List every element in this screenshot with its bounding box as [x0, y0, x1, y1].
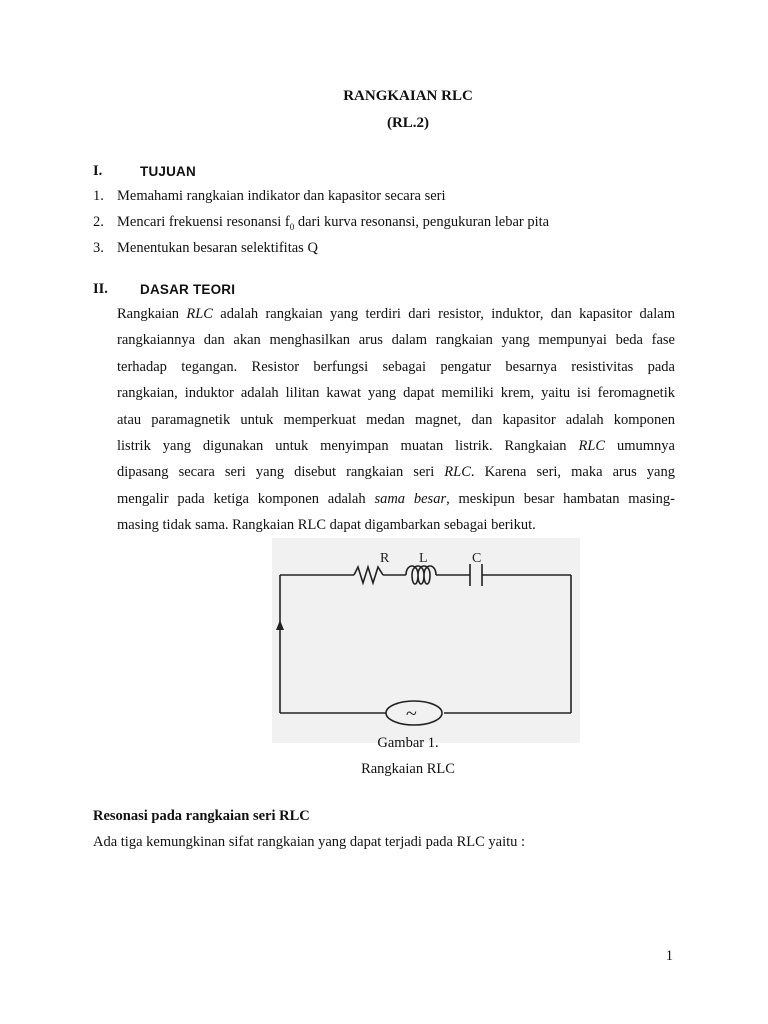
label-l: L [419, 551, 428, 566]
section-1-heading: TUJUAN [140, 164, 196, 179]
rlc-circuit-diagram [272, 538, 580, 743]
paragraph-line: rangkaiannya dan akan menghasilkan arus dalam rangkaian yang mempunyai beda fase [117, 332, 675, 349]
paragraph-line: dipasang secara seri yang disebut rangkaian seri RLC. Karena seri, maka arus yang [117, 464, 675, 481]
list-item [93, 240, 104, 257]
resistor-symbol [354, 567, 383, 583]
resonance-text: Ada tiga kemungkinan sifat rangkaian yang dapat terjadi pada RLC yaitu : [93, 834, 526, 850]
paragraph-line: atau paramagnetik untuk memperkuat medan magnet, dan kapasitor adalah komponen [117, 411, 675, 428]
list-item [93, 214, 104, 231]
document-title: RANGKAIAN RLC [343, 88, 473, 104]
paragraph-line: Rangkaian RLC adalah rangkaian yang terdiri dari resistor, induktor, dan kapasitor dalam [117, 306, 675, 322]
paragraph-line: masing tidak sama. Rangkaian RLC dapat digambarkan sebagai berikut. [117, 517, 536, 534]
section-1-number: I. [93, 163, 103, 179]
current-arrow-icon [276, 620, 284, 630]
section-2-number: II. [93, 281, 108, 297]
label-r: R [380, 551, 390, 566]
rlc-circuit-figure [272, 538, 580, 743]
list-item-number: 1. [93, 188, 104, 204]
list-item-text: Menentukan besaran selektifitas Q [117, 240, 318, 256]
theory-paragraph [117, 301, 675, 539]
paragraph-line: mengalir pada ketiga komponen adalah sama besar, meskipun besar hambatan masing- [117, 490, 676, 507]
list-item-text: Mencari frekuensi resonansi $f_0$ dari kurva resonansi, pengukuran lebar pita [117, 214, 550, 232]
document-subtitle: (RL.2) [386, 115, 430, 131]
page-number: 1 [665, 948, 673, 964]
list-item-number: 2. [93, 214, 104, 230]
section-2-heading: DASAR TEORI [140, 282, 236, 297]
list-item-text: Memahami rangkaian indikator dan kapasitor secara seri [117, 188, 446, 204]
list-item [93, 188, 104, 205]
list-item-number: 3. [93, 240, 104, 256]
label-c: C [472, 551, 482, 566]
figure-caption-number: Gambar 1. [377, 735, 439, 751]
paragraph-line: listrik yang digunakan untuk menyimpan muatan listrik. Rangkaian RLC umumnya [117, 437, 675, 454]
paragraph-line: rangkaian, induktor adalah lilitan kawat yang dapat memiliki krem, yaitu isi feromagnetik [117, 385, 675, 402]
inductor-symbol [406, 566, 436, 584]
figure-caption-title: Rangkaian RLC [361, 761, 455, 777]
ac-source-tilde: ~ [406, 703, 417, 725]
resonance-heading: Resonasi pada rangkaian seri RLC [93, 808, 310, 824]
paragraph-line: terhadap tegangan. Resistor berfungsi sebagai pengatur besarnya resistivitas pada [117, 358, 675, 375]
